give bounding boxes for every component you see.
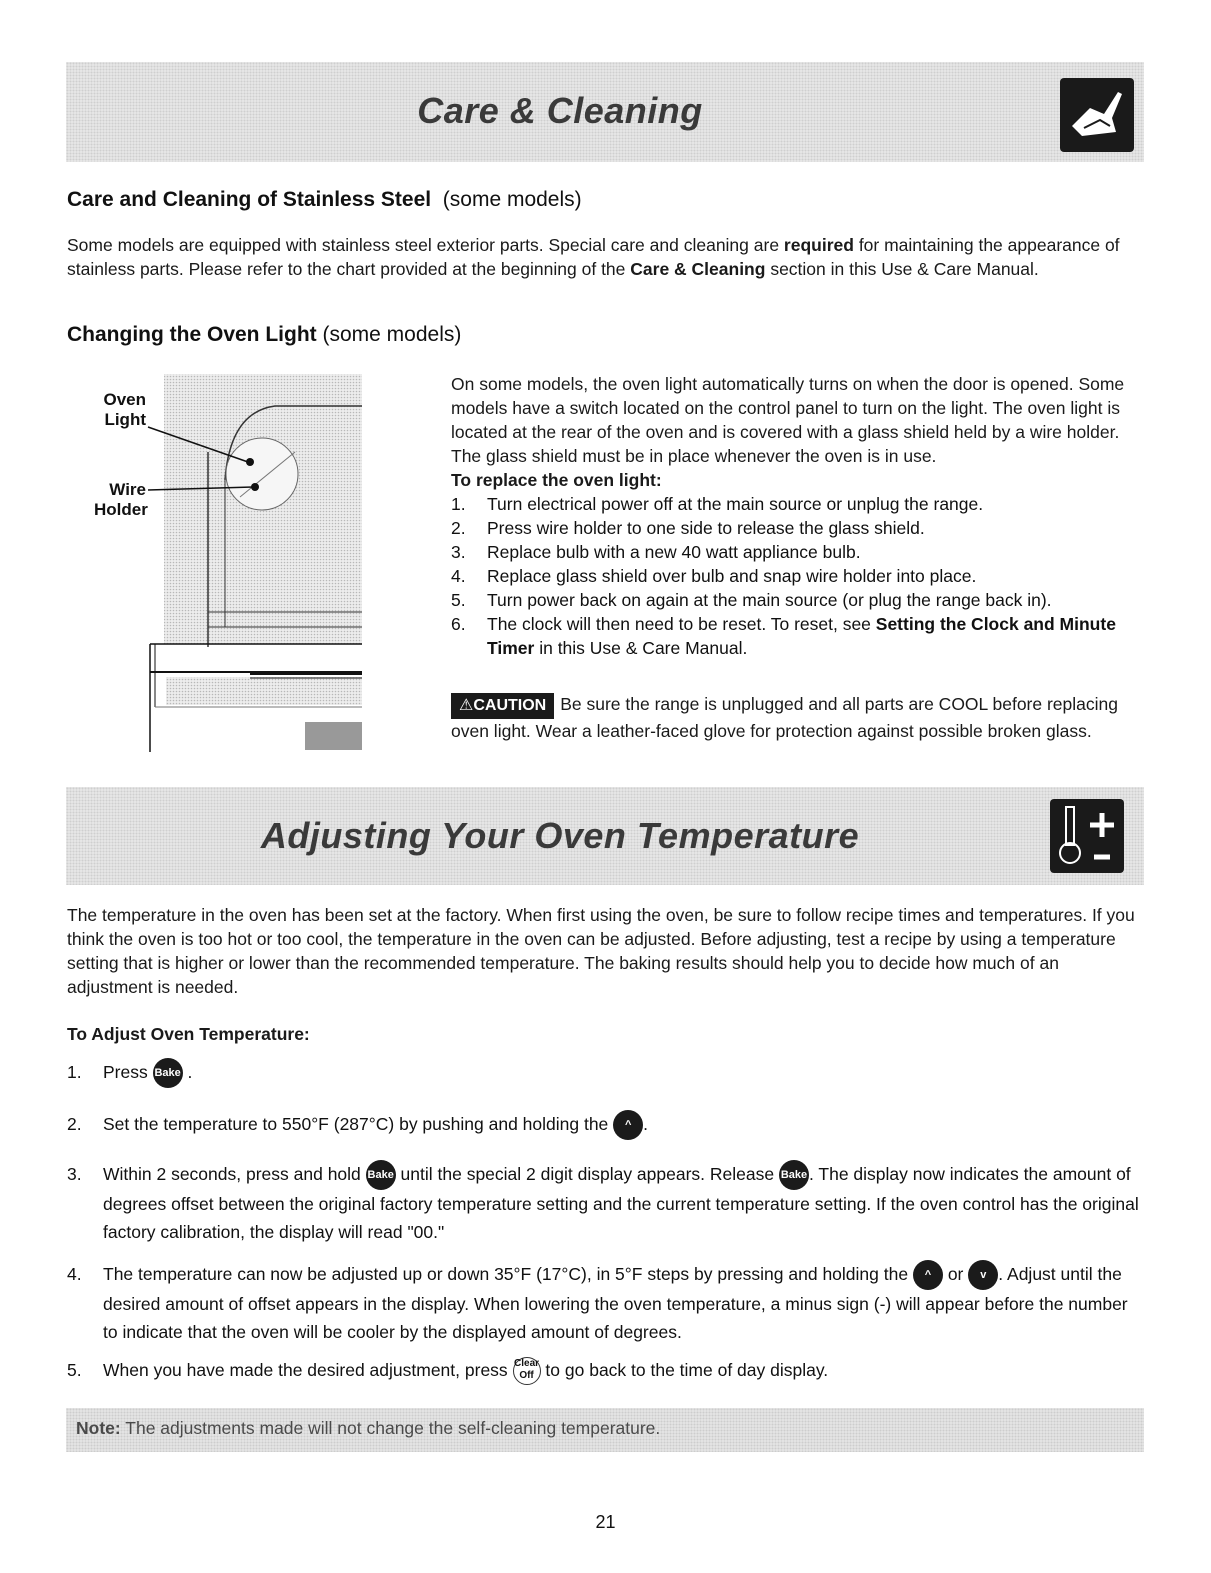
note-label: Note: — [76, 1418, 121, 1438]
adjust-step-5 — [67, 1356, 1145, 1385]
wire-holder-label — [94, 480, 146, 520]
list-item — [451, 564, 1145, 588]
note-text-line — [76, 1418, 660, 1439]
thermometer-icon — [1050, 799, 1124, 873]
heading-bold: Care and Cleaning of Stainless Steel — [67, 188, 432, 211]
oven-light-heading — [67, 323, 461, 347]
caution-block — [451, 692, 1145, 743]
step-text: The clock will then need to be reset. To reset, see — [487, 614, 876, 634]
step-number: 4. — [451, 566, 466, 586]
caution-badge — [451, 693, 554, 719]
care-cleaning-banner — [66, 62, 1144, 162]
text: for maintaining the appearance of stainless parts. Please refer to the chart provided at the beginning of the — [67, 235, 1120, 279]
step-number: 5. — [67, 1360, 82, 1380]
label-line: Oven — [103, 390, 146, 409]
caution-label: CAUTION — [473, 697, 547, 714]
heading-bold: Changing the Oven Light — [67, 323, 317, 346]
step-text: Press — [103, 1062, 148, 1082]
step-text: in this Use & Care Manual. — [534, 638, 748, 658]
stainless-paragraph — [67, 233, 1145, 281]
note-bar — [66, 1408, 1144, 1452]
banner-title: Care & Cleaning — [417, 90, 703, 131]
adjust-step-3 — [67, 1160, 1145, 1246]
step-number: 2. — [451, 518, 466, 538]
list-item — [451, 492, 1145, 516]
text: section in this Use & Care Manual. — [765, 259, 1039, 279]
step-text: Within 2 seconds, press and hold — [103, 1164, 361, 1184]
label-line: Holder — [94, 500, 148, 519]
replace-light-steps — [451, 492, 1145, 660]
up-arrow-key-icon: ^ — [913, 1260, 943, 1290]
oven-temp-intro: The temperature in the oven has been set at the factory. When first using the oven, be sure to follow recipe times and temperatures. If you think the oven is too hot or too cool, the temperature in the oven can be adjusted. Before adjusting, test a recipe by using a temperature setting that is higher or lower than the recommended temperature. The baking results should help you to decide how much of an adjustment is needed. — [67, 905, 1135, 997]
label-line: Light — [104, 410, 146, 429]
step-text: . The display now indicates the amount of degrees offset between the original factory temperature setting and the current temperature setting. If the oven control has the original factory calibration, the display will read "00." — [103, 1164, 1139, 1243]
step-text: When you have made the desired adjustment, press — [103, 1360, 508, 1380]
up-arrow-key-icon: ^ — [613, 1110, 643, 1140]
step-text: Replace glass shield over bulb and snap wire holder into place. — [487, 566, 977, 586]
page-number: 21 — [595, 1512, 616, 1532]
step-number: 6. — [451, 614, 466, 634]
bake-key-icon: Bake — [153, 1058, 183, 1088]
glove-icon — [1060, 78, 1134, 152]
stainless-heading — [67, 188, 582, 212]
adjust-temp-subheading: To Adjust Oven Temperature: — [67, 1024, 310, 1044]
step-text: to go back to the time of day display. — [545, 1360, 829, 1380]
oven-light-label — [102, 390, 146, 430]
bake-key-icon: Bake — [366, 1160, 396, 1190]
step-text: . Adjust until the desired amount of offset appears in the display. When lowering the oven temperature, a minus sign (-) will appear before the number to indicate that the oven will be cooler by the displayed amount of degrees. — [103, 1264, 1128, 1343]
heading-normal: (some models) — [322, 323, 462, 346]
step-text: Turn power back on again at the main source (or plug the range back in). — [487, 590, 1052, 610]
step-text-bold: Setting the Clock and Minute Timer — [487, 614, 1116, 658]
heading-normal: (some models) — [442, 188, 582, 211]
down-arrow-key-icon: v — [968, 1260, 998, 1290]
adjust-step-2 — [67, 1110, 1145, 1140]
step-text: until the special 2 digit display appears. Release — [400, 1164, 775, 1184]
step-number: 4. — [67, 1264, 82, 1284]
step-text: Set the temperature to 550°F (287°C) by pushing and holding the — [103, 1114, 609, 1134]
step-text: . — [643, 1114, 649, 1134]
step-text: Replace bulb with a new 40 watt appliance bulb. — [487, 542, 861, 562]
list-item — [451, 588, 1145, 612]
warning-icon: ⚠ — [459, 697, 474, 714]
text: Some models are equipped with stainless steel exterior parts. Special care and cleaning are — [67, 235, 784, 255]
banner-title: Adjusting Your Oven Temperature — [260, 815, 860, 856]
adjust-step-4 — [67, 1260, 1145, 1346]
note-text: The adjustments made will not change the self-cleaning temperature. — [125, 1418, 661, 1438]
step-number: 5. — [451, 590, 466, 610]
step-text: . — [187, 1062, 193, 1082]
caution-text: Be sure the range is unplugged and all parts are COOL before replacing oven light. Wear a leather-faced glove for protection against possible broken glass. — [451, 694, 1118, 741]
bake-key-icon: Bake — [779, 1160, 809, 1190]
step-number: 3. — [67, 1164, 82, 1184]
step-text: The temperature can now be adjusted up or down 35°F (17°C), in 5°F steps by pressing and holding the — [103, 1264, 909, 1284]
adjust-step-1 — [67, 1058, 1145, 1088]
step-number: 3. — [451, 542, 466, 562]
step-number: 1. — [451, 494, 466, 514]
list-item — [451, 516, 1145, 540]
label-line: Wire — [109, 480, 146, 499]
step-text: Turn electrical power off at the main source or unplug the range. — [487, 494, 984, 514]
step-number: 1. — [67, 1062, 82, 1082]
text-bold: Care & Cleaning — [630, 259, 766, 279]
clear-off-key-icon: Clear Off — [513, 1357, 541, 1385]
step-number: 2. — [67, 1114, 82, 1134]
oven-temperature-banner — [66, 787, 1144, 885]
step-text: Press wire holder to one side to release the glass shield. — [487, 518, 925, 538]
oven-light-diagram — [94, 372, 365, 757]
text-bold: required — [783, 235, 854, 255]
list-item — [451, 612, 1145, 660]
replace-light-subheading: To replace the oven light: — [451, 470, 662, 490]
list-item — [451, 540, 1145, 564]
step-text: or — [947, 1264, 964, 1284]
oven-light-intro: On some models, the oven light automatically turns on when the door is opened. Some models have a switch located on the control panel to turn on the light. The oven light is located at the rear of the oven and is covered with a glass shield held by a wire holder. The glass shield must be in place whenever the oven is in use. — [451, 374, 1125, 466]
